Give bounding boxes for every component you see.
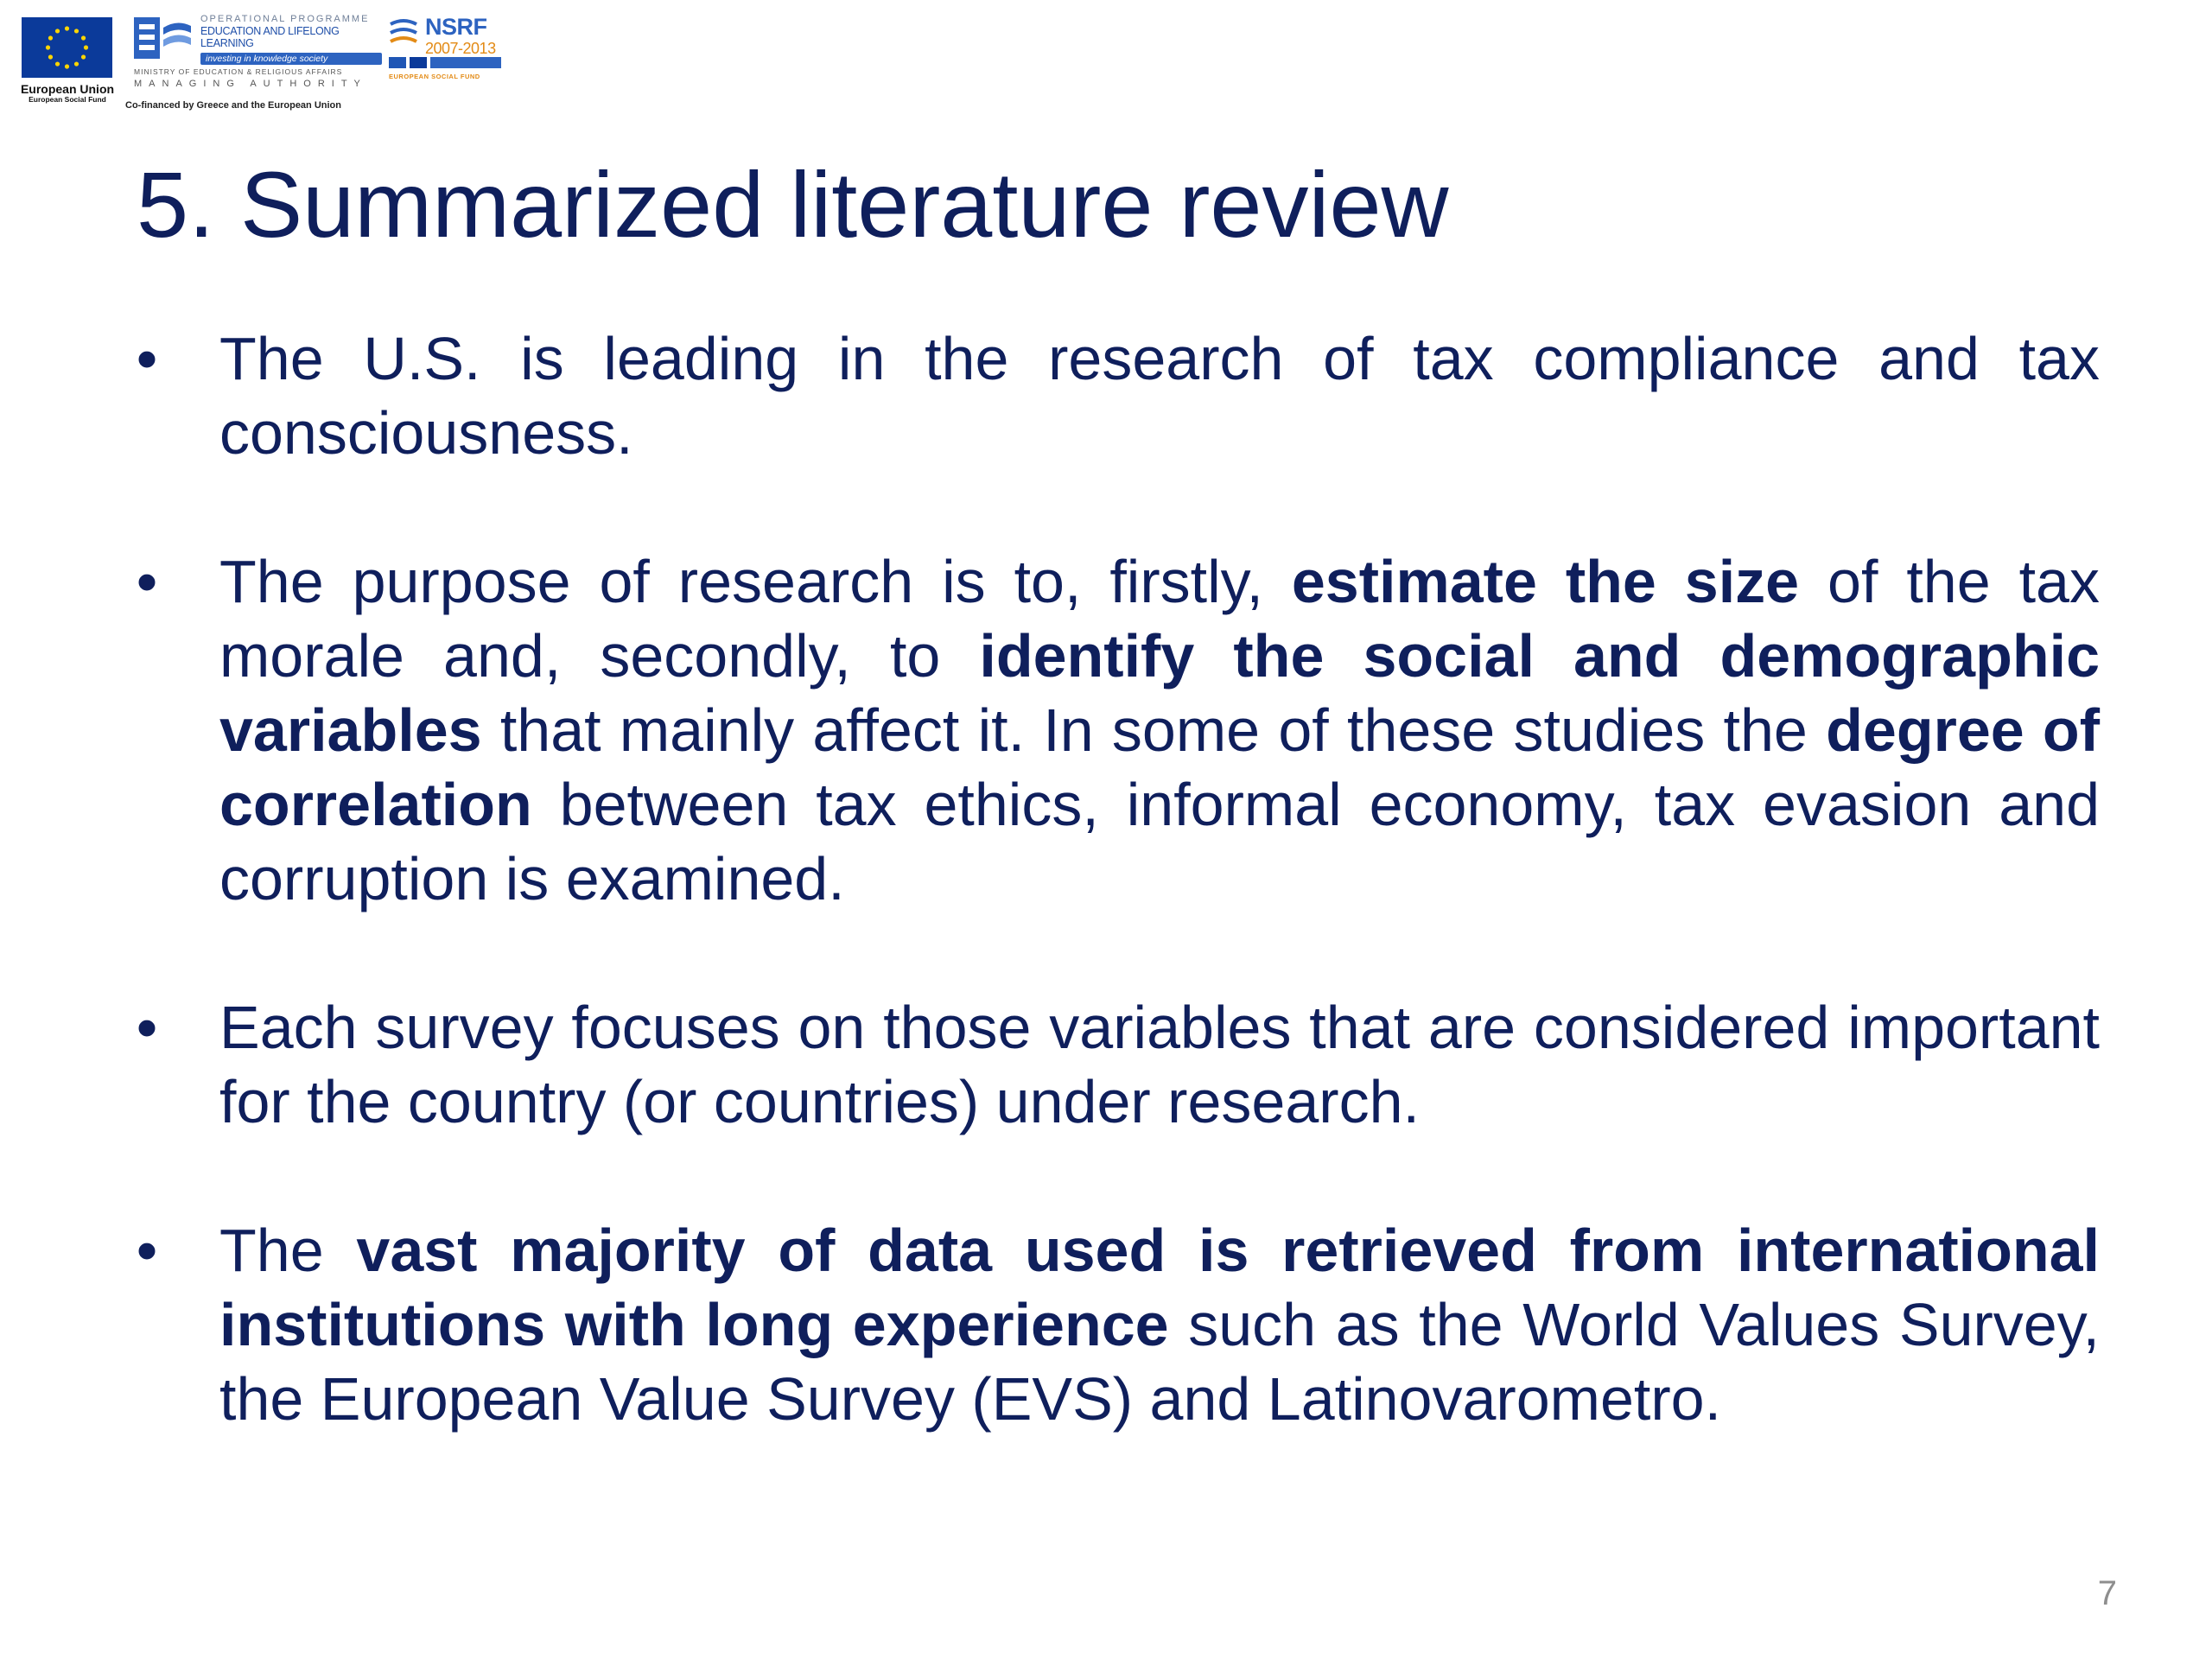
bullet-text (219, 1217, 2100, 1433)
bold-text-run: degree of correlation (219, 696, 2101, 838)
eu-star-icon (81, 35, 86, 40)
eu-star-icon (84, 45, 88, 49)
text-run: such as the World Values Survey, the European Value Survey (EVS) and Latinovarometro. (219, 1291, 2100, 1433)
page-number: 7 (2097, 1574, 2117, 1612)
nsrf-fund: EUROPEAN SOCIAL FUND (389, 73, 480, 80)
eu-star-icon (55, 29, 60, 33)
text-run: The (219, 1217, 357, 1284)
eu-star-icon (74, 61, 79, 66)
bullet-item (130, 1213, 2100, 1436)
ministry-text (134, 67, 385, 90)
nsrf-title: NSRF (425, 14, 487, 40)
text-run: Each survey focuses on those variables that are considered important for the country (or countries) under research. (219, 994, 2100, 1135)
text-run: between tax ethics, informal economy, tax evasion and corruption is examined. (219, 771, 2100, 912)
op-line2: EDUCATION AND LIFELONG LEARNING (200, 24, 340, 50)
bullet-text (219, 548, 2100, 912)
eu-star-icon (65, 26, 69, 30)
text-run: The U.S. is leading in the research of tax compliance and tax consciousness. (219, 325, 2100, 467)
bullet-text (219, 325, 2100, 467)
bullet-dot: • (136, 325, 158, 392)
eu-star-icon (65, 64, 69, 68)
bullet-dot: • (136, 1217, 158, 1284)
eu-star-icon (55, 61, 60, 66)
text-run: of the tax morale and, secondly, to (219, 548, 2100, 690)
eu-star-icon (74, 29, 79, 33)
eu-name: European Union (20, 82, 115, 96)
eu-fund: European Social Fund (29, 95, 106, 105)
slide-title: 5. Summarized literature review (137, 152, 1449, 257)
bullet-item (130, 321, 2100, 470)
operational-programme-logo-icon (134, 16, 193, 60)
op-line1: OPERATIONAL PROGRAMME (200, 14, 370, 24)
op-tagline: investing in knowledge society (200, 53, 382, 65)
bold-text-run: identify the social and demographic variables (219, 622, 2100, 764)
nsrf-logo (389, 14, 501, 83)
eu-flag-logo (22, 17, 112, 78)
eu-star-icon (46, 45, 50, 49)
eu-star-icon (48, 35, 53, 40)
logo-strip (0, 0, 510, 125)
bullet-item (130, 544, 2100, 916)
nsrf-flags-icon (389, 57, 501, 69)
bullet-list (130, 321, 2100, 1510)
authority-line: MANAGING AUTHORITY (134, 79, 367, 90)
eu-logo-caption (19, 83, 116, 105)
operational-programme-text (200, 14, 382, 65)
bullet-text (219, 994, 2100, 1135)
eu-star-icon (81, 54, 86, 59)
bold-text-run: vast majority of data used is retrieved from international institutions with long experience (219, 1217, 2100, 1358)
nsrf-years: 2007-2013 (425, 40, 496, 57)
bullet-dot: • (136, 548, 158, 615)
bullet-item (130, 990, 2100, 1139)
text-run: The purpose of research is to, firstly, (219, 548, 1292, 615)
ministry-line: MINISTRY OF EDUCATION & RELIGIOUS AFFAIRS (134, 67, 343, 76)
eu-star-icon (48, 54, 53, 59)
cofinanced-text: Co-financed by Greece and the European Union (125, 100, 341, 111)
bullet-dot: • (136, 994, 158, 1061)
bold-text-run: estimate the size (1291, 548, 1800, 615)
nsrf-waves-icon (389, 17, 418, 50)
text-run: that mainly affect it. In some of these studies the (481, 696, 1827, 764)
